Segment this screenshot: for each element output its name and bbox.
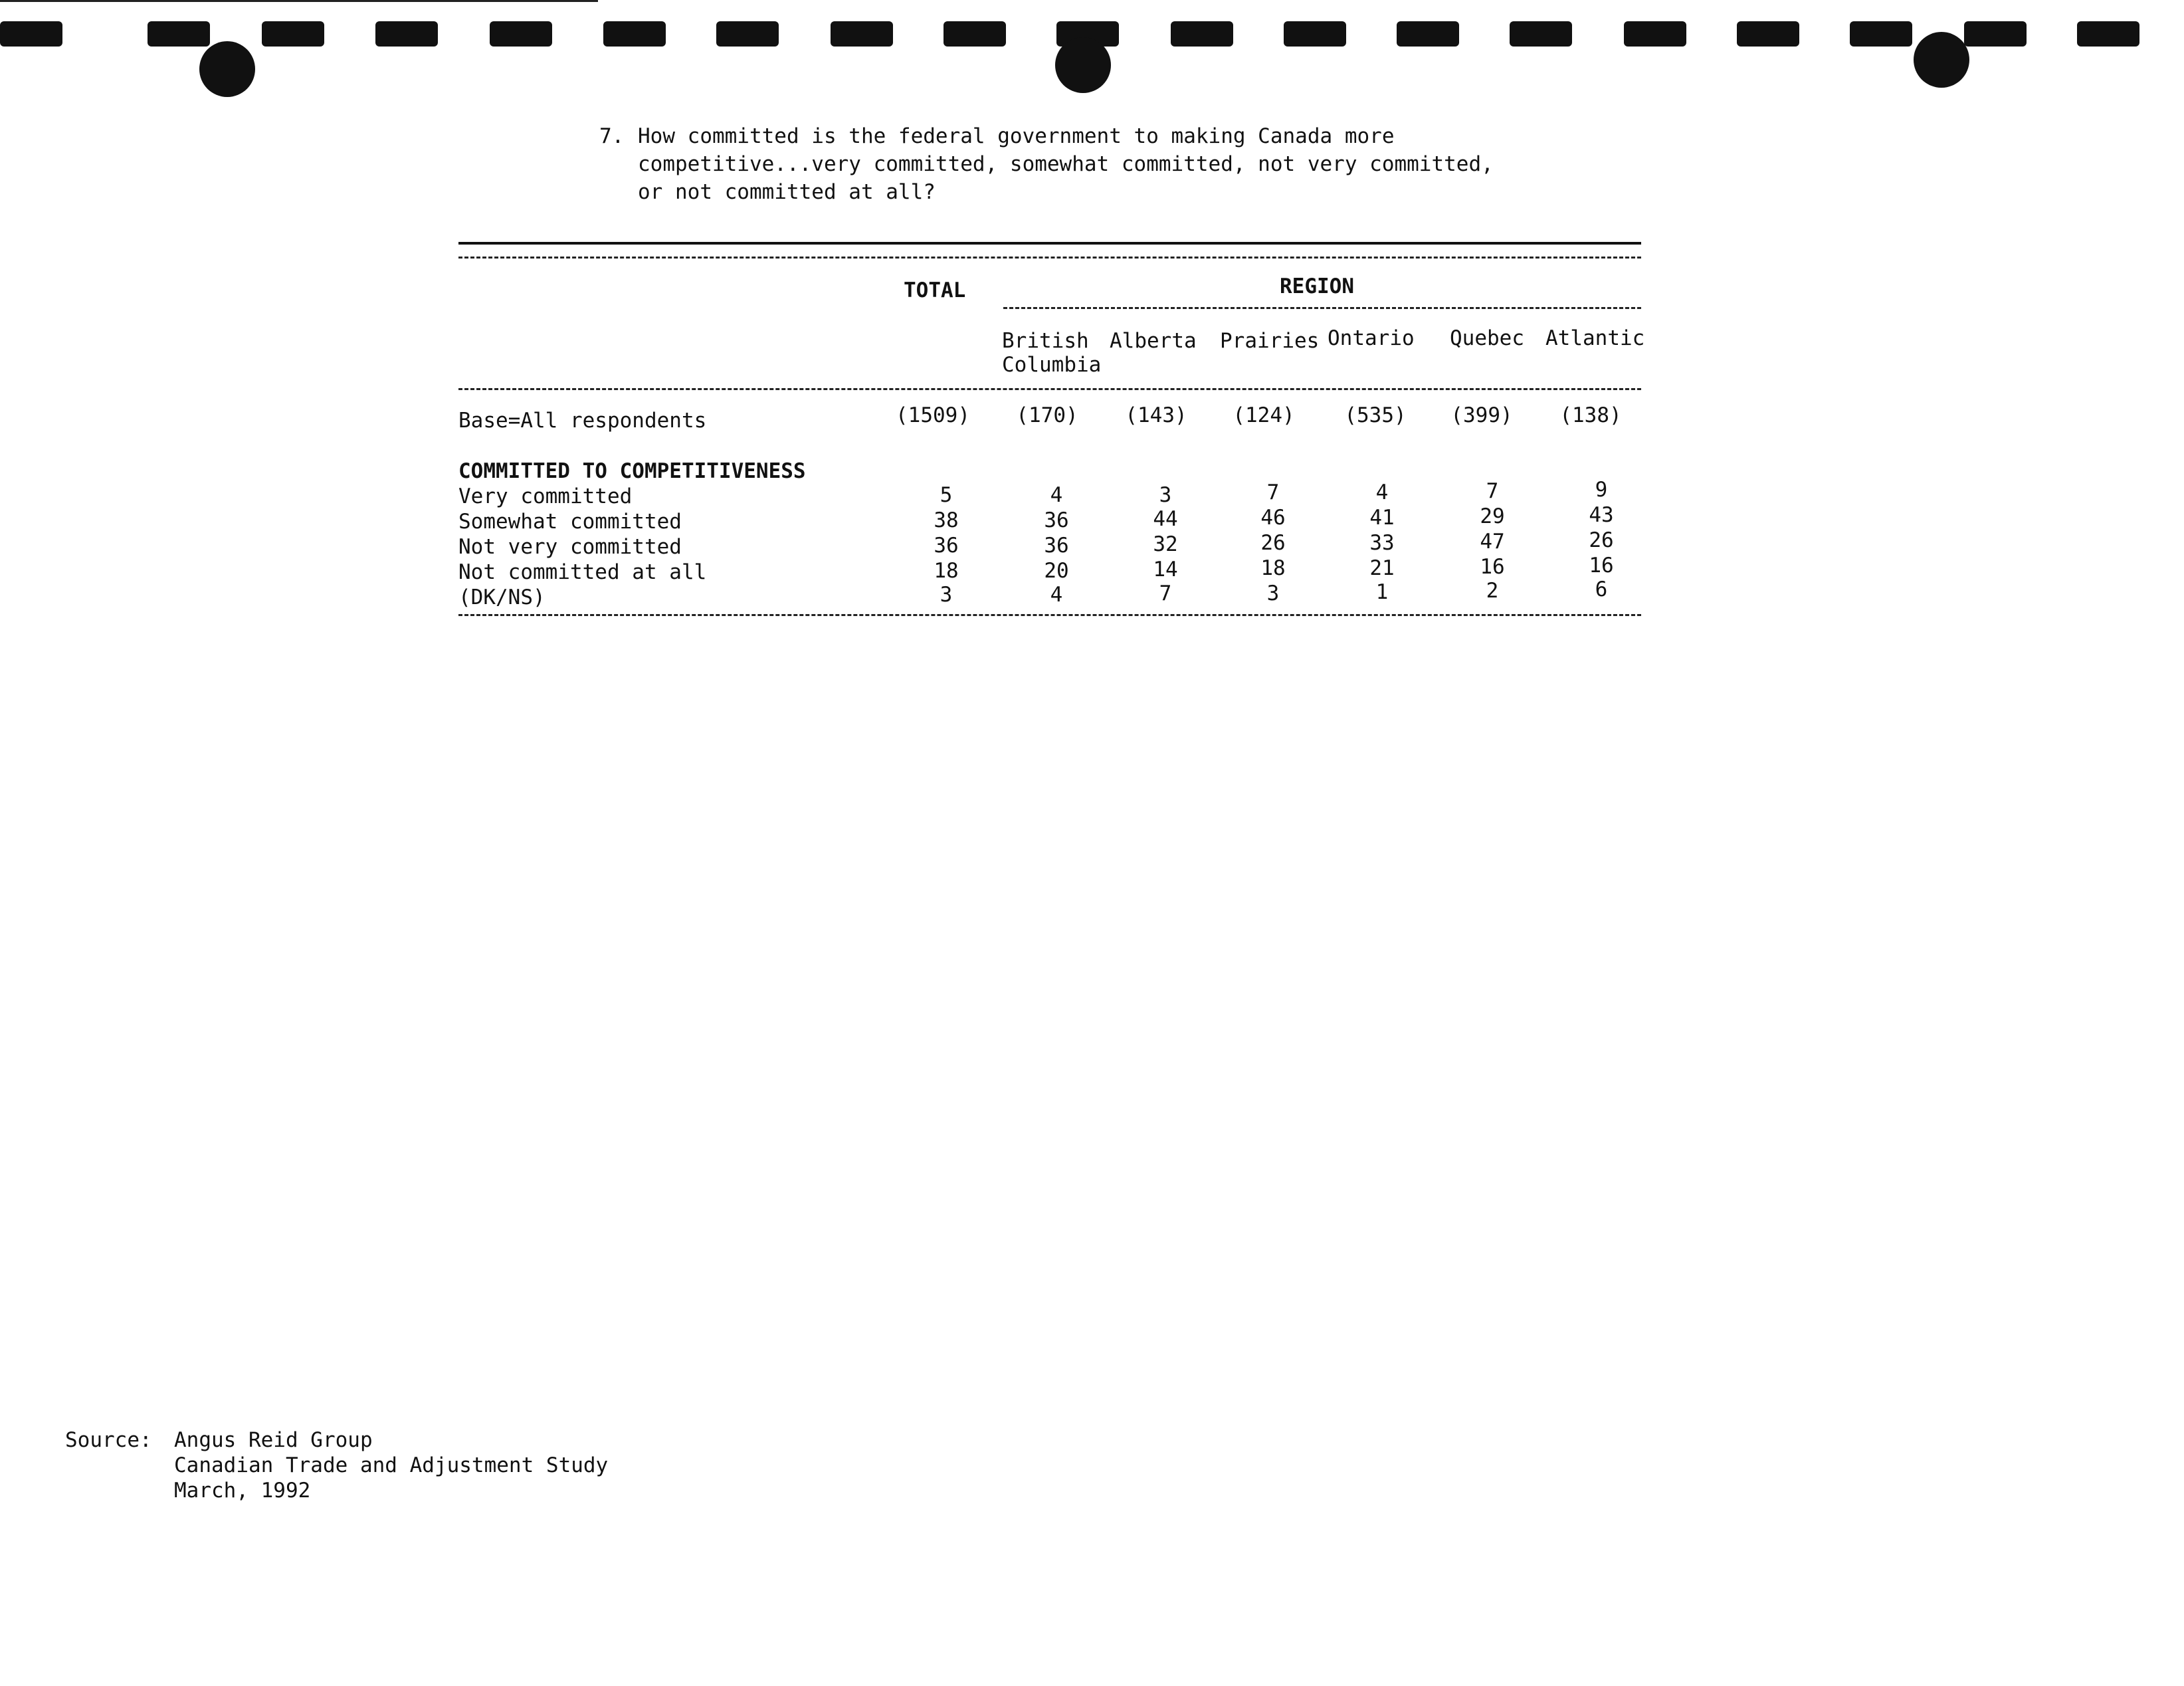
base-value-quebec: (399) <box>1450 403 1513 427</box>
base-value-alberta: (143) <box>1125 403 1187 427</box>
table-cell: 26 <box>1260 531 1286 555</box>
column-header-alberta: Alberta <box>1110 329 1197 353</box>
table-cell: 9 <box>1595 478 1608 502</box>
perforation-dash <box>1624 21 1686 47</box>
table-cell: 29 <box>1480 504 1505 528</box>
table-bottom-dashed-rule <box>458 614 1641 616</box>
table-cell: 26 <box>1589 528 1614 552</box>
top-edge-line <box>0 0 598 2</box>
table-cell: 3 <box>940 583 953 607</box>
table-top-rule <box>458 242 1641 245</box>
table-cell: 18 <box>1260 556 1286 580</box>
source-line-organization: Angus Reid Group <box>174 1428 373 1452</box>
perforation-dash <box>2077 21 2139 47</box>
perforation-dash <box>148 21 210 47</box>
column-header-quebec: Quebec <box>1450 326 1524 350</box>
source-line-study: Canadian Trade and Adjustment Study <box>174 1453 609 1477</box>
table-cell: 43 <box>1589 503 1614 527</box>
table-cell: 4 <box>1050 583 1063 607</box>
base-value-atlantic: (138) <box>1559 403 1622 427</box>
perforation-dash <box>1964 21 2027 47</box>
base-value-total: (1509) <box>896 403 970 427</box>
base-value-british-columbia: (170) <box>1016 403 1078 427</box>
perforation-dash <box>603 21 666 47</box>
table-cell: 7 <box>1159 581 1172 605</box>
question-number: 7. <box>599 124 625 148</box>
perforation-dash <box>1284 21 1346 47</box>
table-cell: 6 <box>1595 578 1608 601</box>
table-cell: 16 <box>1589 554 1614 578</box>
perforation-dash <box>1397 21 1459 47</box>
table-cell: 14 <box>1153 558 1178 581</box>
perforation-dash <box>1850 21 1912 47</box>
punch-hole <box>1055 37 1111 93</box>
table-cell: 33 <box>1369 531 1395 555</box>
table-cell: 7 <box>1486 479 1499 503</box>
table-cell: 36 <box>934 534 959 558</box>
base-value-ontario: (535) <box>1344 403 1407 427</box>
table-cell: 44 <box>1153 507 1178 531</box>
perforation-dash <box>943 21 1006 47</box>
table-cell: 41 <box>1369 506 1395 530</box>
table-cell: 47 <box>1480 530 1505 554</box>
region-header: REGION <box>1280 274 1354 298</box>
perforation-dash <box>1737 21 1799 47</box>
punch-hole <box>1914 32 1969 88</box>
table-cell: 7 <box>1266 480 1280 504</box>
perforation-strip <box>0 0 2184 106</box>
row-label-dk-ns: (DK/NS) <box>458 585 546 609</box>
table-cell: 20 <box>1044 559 1069 583</box>
row-label-not-very-committed: Not very committed <box>458 535 682 559</box>
table-cell: 3 <box>1159 483 1172 507</box>
perforation-dash <box>1510 21 1572 47</box>
column-header-ontario: Ontario <box>1328 326 1415 350</box>
perforation-dash <box>490 21 552 47</box>
source-line-date: March, 1992 <box>174 1479 311 1503</box>
table-cell: 2 <box>1486 579 1499 603</box>
table-cell: 1 <box>1375 580 1389 604</box>
base-label: Base=All respondents <box>458 409 707 433</box>
table-cell: 46 <box>1260 506 1286 530</box>
table-cell: 3 <box>1266 581 1280 605</box>
table-cell: 36 <box>1044 534 1069 558</box>
total-header: TOTAL <box>904 278 966 302</box>
column-header-british-columbia-line2: Columbia <box>1002 353 1102 377</box>
column-header-prairies: Prairies <box>1220 329 1320 353</box>
table-header-dashed-rule <box>458 257 1641 259</box>
column-header-atlantic: Atlantic <box>1545 326 1645 350</box>
question-text: How committed is the federal government to making Canada more competitive...very committed, somewhat committed, not very committed, or not committed at all? <box>638 124 1494 204</box>
perforation-dash <box>831 21 893 47</box>
base-value-prairies: (124) <box>1233 403 1295 427</box>
region-dashed-rule <box>1003 307 1641 309</box>
table-cell: 4 <box>1375 480 1389 504</box>
table-cell: 38 <box>934 508 959 532</box>
table-cell: 32 <box>1153 532 1178 556</box>
table-cell: 16 <box>1480 555 1505 579</box>
table-cell: 5 <box>940 483 953 507</box>
table-cell: 18 <box>934 559 959 583</box>
perforation-dash <box>1171 21 1233 47</box>
perforation-dash <box>375 21 438 47</box>
row-label-somewhat-committed: Somewhat committed <box>458 510 682 534</box>
column-header-british-columbia: British <box>1002 329 1089 353</box>
perforation-dash <box>0 21 62 47</box>
row-label-not-committed-at-all: Not committed at all <box>458 560 707 584</box>
table-cell: 21 <box>1369 556 1395 580</box>
section-heading: COMMITTED TO COMPETITIVENESS <box>458 459 806 483</box>
table-cell: 36 <box>1044 508 1069 532</box>
row-label-very-committed: Very committed <box>458 484 633 508</box>
column-header-dashed-rule <box>458 388 1641 390</box>
source-label: Source: <box>65 1428 152 1452</box>
punch-hole <box>199 41 255 97</box>
table-cell: 4 <box>1050 483 1063 507</box>
perforation-dash <box>262 21 324 47</box>
perforation-dash <box>716 21 779 47</box>
